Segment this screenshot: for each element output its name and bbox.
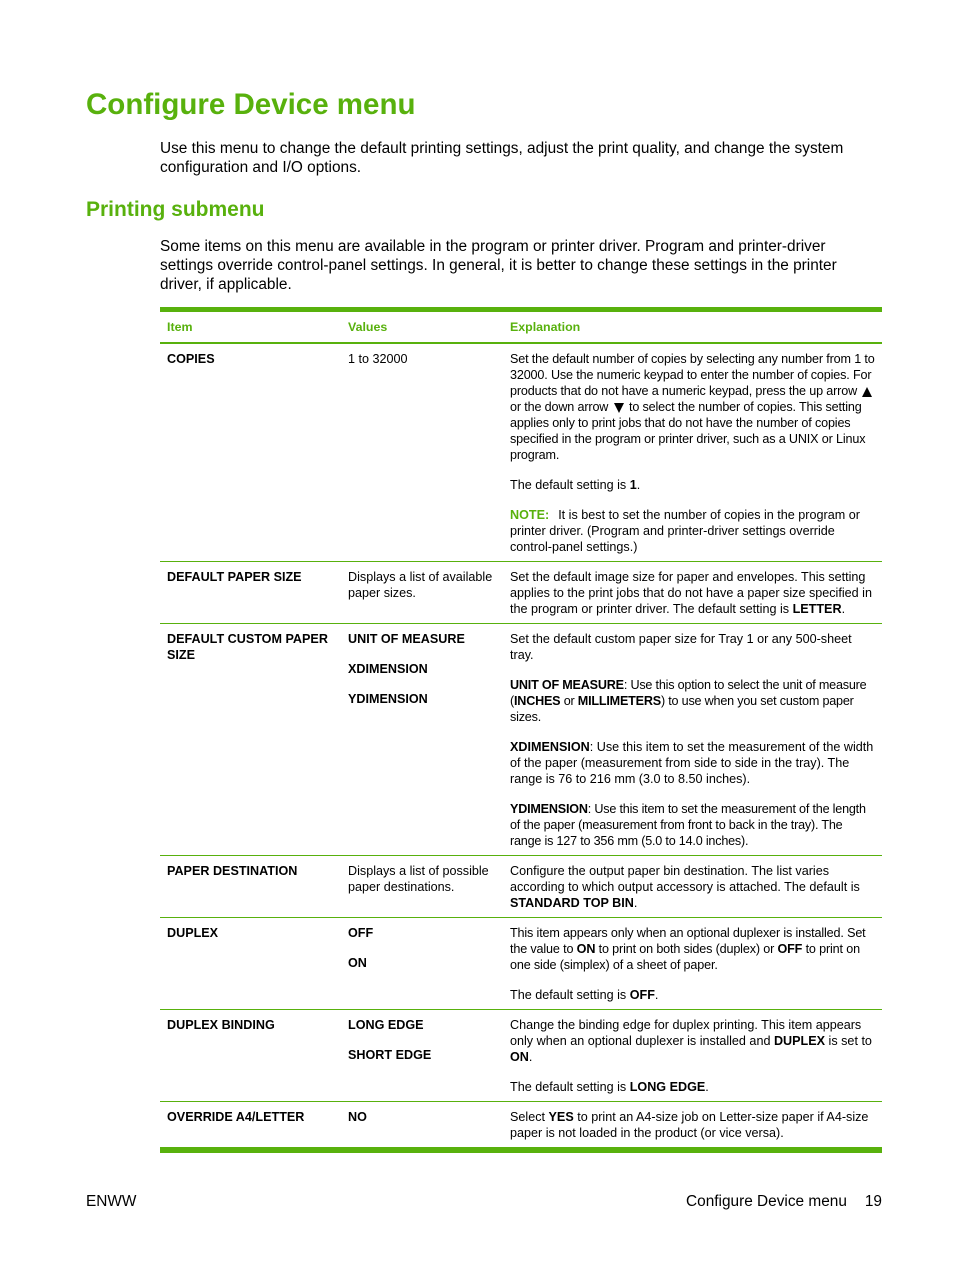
row-explanation: Select YES to print an A4-size job on Letter-size paper if A4-size paper is not loaded in the product (or vice versa). xyxy=(510,1110,869,1140)
row-explanation: Configure the output paper bin destination. The list varies according to which output accessory is attached. The default is STANDARD TOP BIN. xyxy=(510,864,860,910)
up-arrow-icon xyxy=(862,387,872,397)
row-value: NO xyxy=(348,1110,367,1124)
footer-right xyxy=(686,1193,882,1211)
section-title: Printing submenu xyxy=(86,198,265,221)
row-values: LONG EDGE SHORT EDGE xyxy=(348,1018,432,1062)
row-explanation: Change the binding edge for duplex printing. This item appears only when an optional duplexer is installed and DUPLEX is set to ON. The default setting is LONG EDGE. xyxy=(510,1018,872,1094)
table-bottom-rule xyxy=(160,1148,882,1153)
table-header xyxy=(160,312,882,344)
row-item: DUPLEX xyxy=(167,926,219,940)
table-row xyxy=(160,344,882,562)
row-item: DEFAULT PAPER SIZE xyxy=(167,570,302,584)
table-row xyxy=(160,562,882,624)
row-values: OFF ON xyxy=(348,926,374,970)
row-value: 1 to 32000 xyxy=(348,352,408,366)
page-number: 19 xyxy=(864,1193,882,1210)
header-item: Item xyxy=(167,320,193,334)
row-value: Displays a list of possible paper destinations. xyxy=(348,864,489,894)
row-value: Displays a list of available paper sizes. xyxy=(348,570,493,600)
row-item: DEFAULT CUSTOM PAPER SIZE xyxy=(167,632,328,662)
header-values: Values xyxy=(348,320,388,334)
note: NOTE: It is best to set the number of copies in the program or printer driver. (Program and printer-driver settings override control-panel settings.) xyxy=(510,508,860,554)
intro-paragraph: Use this menu to change the default printing settings, adjust the print quality, and change the system configuration and I/O options. xyxy=(160,140,844,176)
page-title: Configure Device menu xyxy=(86,88,416,121)
row-item: DUPLEX BINDING xyxy=(167,1018,275,1032)
note-label: NOTE: xyxy=(510,508,550,522)
row-explanation: Set the default image size for paper and envelopes. This setting applies to the print jobs that do not have a paper size specified in the program or printer driver. The default setting is LETTER. xyxy=(510,570,872,616)
section-intro-paragraph: Some items on this menu are available in the program or printer driver. Program and printer-driver settings override control-panel settings. In general, it is better to change these settings in the printer driver, if applicable. xyxy=(160,238,837,293)
settings-table xyxy=(160,307,882,1153)
table-row xyxy=(160,624,882,856)
table-row xyxy=(160,856,882,918)
row-explanation: This item appears only when an optional duplexer is installed. Set the value to ON to print on both sides (duplex) or OFF to print on one side (simplex) of a sheet of paper. The default setting is OFF. xyxy=(510,926,866,1002)
row-item: PAPER DESTINATION xyxy=(167,864,298,878)
row-item: OVERRIDE A4/LETTER xyxy=(167,1110,305,1124)
row-explanation: Set the default number of copies by selecting any number from 1 to 32000. Use the numeric keypad to enter the number of copies. For products that do not have a numeric keypad, press the up arrow or the down arrow to select the number of copies. This setting applies only to print jobs that do not have the number of copies specified in the program or printer driver, such as a UNIX or Linux program. The default setting is 1. NOTE: It is best to set the number of copies in the program or printer driver. (Program and printer-driver settings override control-panel settings.) xyxy=(510,352,875,554)
row-explanation: Set the default custom paper size for Tray 1 or any 500-sheet tray. UNIT OF MEASURE: Use this option to select the unit of measure (INCHES or MILLIMETERS) to use when you set custom paper sizes. XDIMENSION: Use this item to set the measurement of the width of the paper (measurement from side to side in the tray). The range is 76 to 216 mm (3.0 to 8.50 inches). YDIMENSION: Use this item to set the measurement of the length of the paper (measurement from front to back in the tray). The range is 127 to 356 mm (5.0 to 14.0 inches). xyxy=(510,632,874,848)
down-arrow-icon xyxy=(614,403,624,413)
footer-left: ENWW xyxy=(86,1193,137,1210)
header-explanation: Explanation xyxy=(510,320,581,334)
row-item: COPIES xyxy=(167,352,215,366)
row-values: UNIT OF MEASURE XDIMENSION YDIMENSION xyxy=(348,632,465,706)
table-row xyxy=(160,1010,882,1102)
table-row xyxy=(160,1102,882,1148)
footer-section: Configure Device menu xyxy=(686,1193,847,1210)
table-row xyxy=(160,918,882,1010)
